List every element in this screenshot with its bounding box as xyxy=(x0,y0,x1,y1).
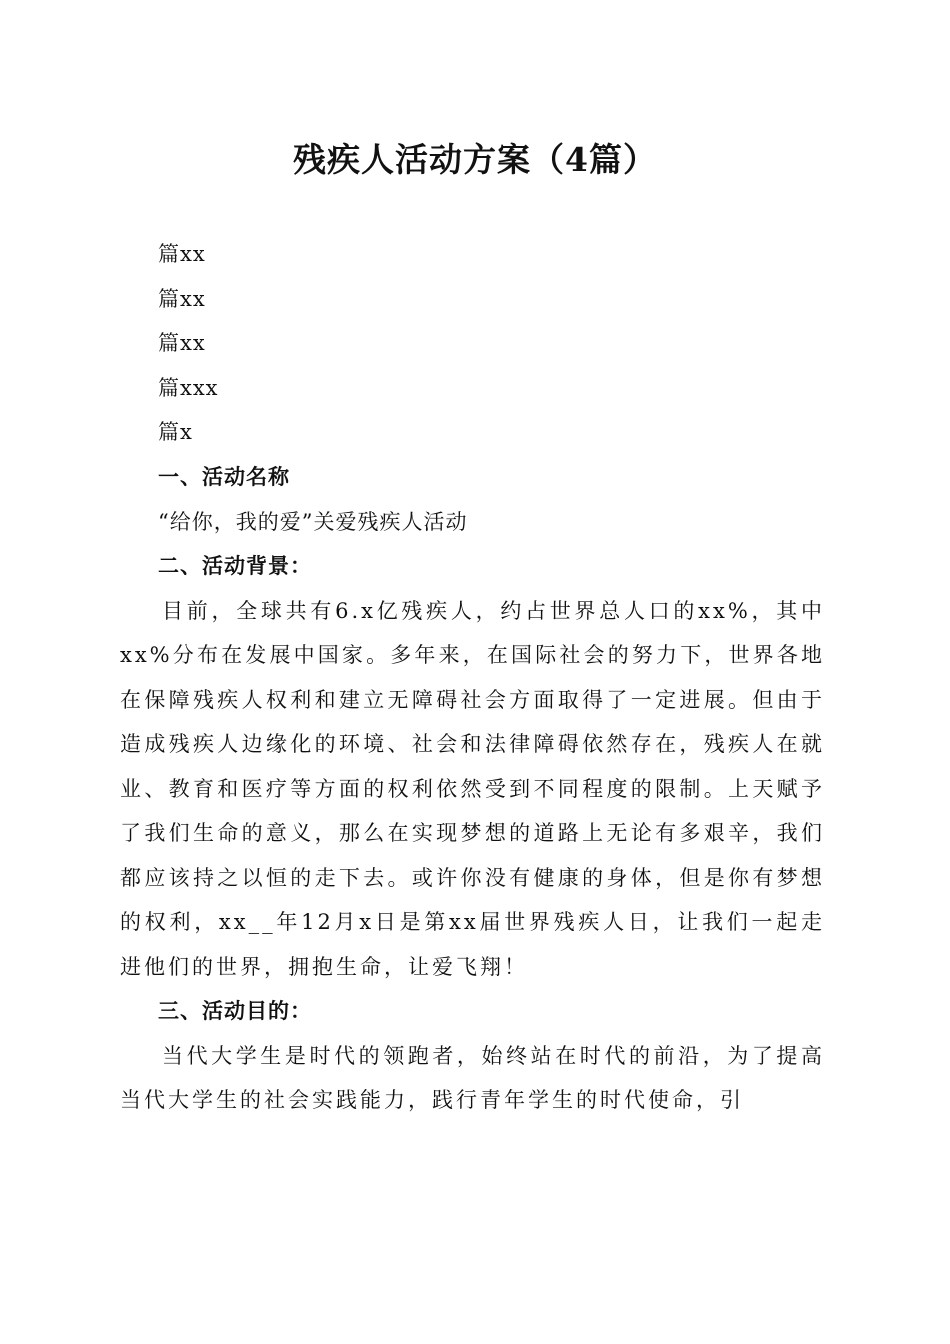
section-heading-purpose: 三、活动目的： xyxy=(158,999,312,1023)
toc-item: 篇xxx xyxy=(158,375,219,400)
document-title: 残疾人活动方案（4篇） xyxy=(293,140,657,179)
document-body xyxy=(120,455,825,1123)
toc-item: 篇x xyxy=(158,420,193,444)
table-of-contents xyxy=(158,232,818,455)
toc-item: 篇xx xyxy=(158,286,206,311)
toc-item: 篇xx xyxy=(158,242,206,266)
section-heading-activity-name: 一、活动名称 xyxy=(158,465,290,489)
purpose-paragraph: 当代大学生是时代的领跑者，始终站在时代的前沿，为了提高当代大学生的社会实践能力，践行青年学生的时代使命，引 xyxy=(120,1043,825,1112)
background-paragraph: 目前，全球共有6.x亿残疾人，约占世界总人口的xx%，其中xx%分布在发展中国家。多年来，在国际社会的努力下，世界各地在保障残疾人权利和建立无障碍社会方面取得了一定进展。但由于造成残疾人边缘化的环境、社会和法律障碍依然存在，残疾人在就业、教育和医疗等方面的权利依然受到不同程度的限制。上天赋予了我们生命的意义，那么在实现梦想的道路上无论有多艰辛，我们都应该持之以恒的走下去。或许你没有健康的身体，但是你有梦想的权利，xx__年12月x日是第xx届世界残疾人日，让我们一起走进他们的世界，拥抱生命，让爱飞翔！ xyxy=(120,598,825,979)
section-heading-background: 二、活动背景： xyxy=(158,554,312,578)
toc-item: 篇xx xyxy=(158,331,206,355)
activity-name-text: “给你，我的爱”关爱残疾人活动 xyxy=(158,509,468,534)
